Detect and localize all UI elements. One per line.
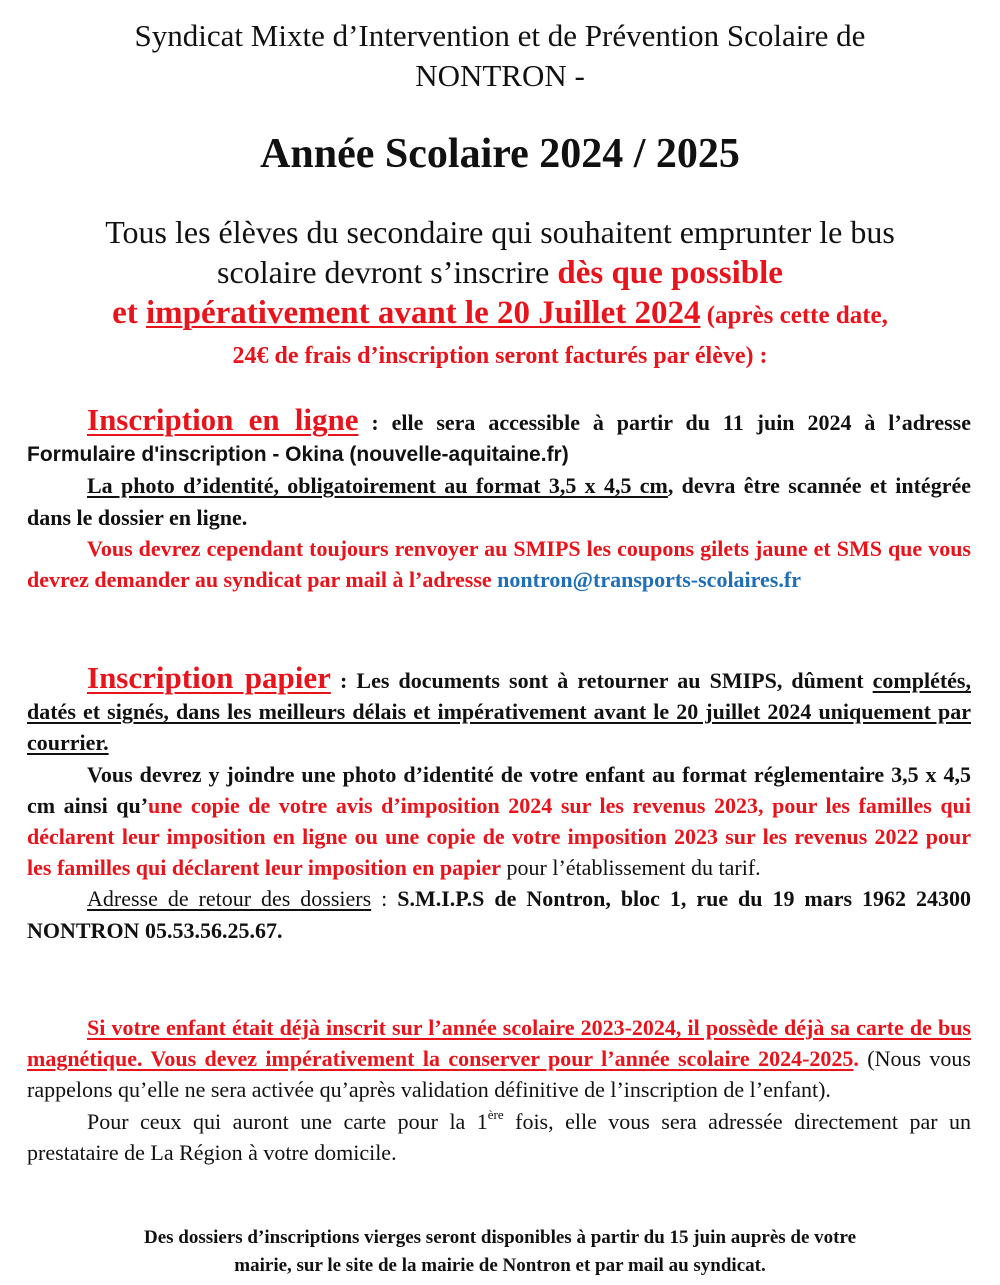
deadline-prefix: et <box>112 295 146 331</box>
photo-upload-text: , devra être scannée et intégrée dans le dossier en ligne. <box>27 473 971 530</box>
late-fee-note-start: (après cette date, <box>700 302 888 329</box>
photo-join-text: Vous devrez y joindre une photo d’identité de votre enfant au format réglementaire 3,5 x 4,5 cm ainsi qu’ <box>27 761 971 818</box>
paper-registration-heading: Inscription papier <box>87 660 331 695</box>
registration-form-link[interactable]: Formulaire d'inscription - Okina (nouvelle-aquitaine.fr) <box>27 443 569 467</box>
intro-line-2-text: scolaire devront s’inscrire <box>217 254 558 290</box>
tariff-text: pour l’établissement du tarif. <box>501 855 761 881</box>
documents-paragraph <box>27 759 971 884</box>
return-address-value: S.M.I.P.S de Nontron, bloc 1, rue du 19 mars 1962 24300 NONTRON 05.53.56.25.67. <box>27 886 971 943</box>
syndicate-email-link[interactable]: nontron@transports-scolaires.fr <box>497 567 801 593</box>
org-line-2: NONTRON - <box>415 58 585 93</box>
footer-line-1: Des dossiers d’inscriptions vierges seront disponibles à partir du 15 juin auprès de votre <box>143 1227 857 1248</box>
keep-card-notice-end: . <box>853 1046 859 1072</box>
keep-card-notice: Si votre enfant était déjà inscrit sur l’année scolaire 2023-2024, il possède déjà sa carte de bus magnétique. Vous devez impérativement la conserver pour l’année scolaire 2024-2025 <box>27 1015 971 1072</box>
school-year-title: Année Scolaire 2024 / 2025 <box>260 131 740 177</box>
paper-registration-section <box>27 662 971 946</box>
existing-card-paragraph <box>27 1012 971 1106</box>
deadline-highlight: impérativement avant le 20 Juillet 2024 <box>145 295 701 331</box>
late-fee-note: 24€ de frais d’inscription seront facturés par élève) : <box>232 343 768 369</box>
intro-line-1: Tous les élèves du secondaire qui souhaitent emprunter le bus <box>105 214 895 250</box>
online-availability-text: : elle sera accessible à partir du 11 juin 2024 à l’adresse <box>358 410 971 435</box>
intro-line-2 <box>20 252 980 293</box>
org-line-1: Syndicat Mixte d’Intervention et de Prévention Scolaire de <box>134 18 866 53</box>
paper-return-text: : Les documents sont à retourner au SMIPS, dûment <box>330 668 873 693</box>
intro-notice <box>20 212 980 373</box>
paper-intro-paragraph <box>27 662 971 759</box>
coupon-paragraph <box>27 533 971 595</box>
photo-requirement-paragraph <box>27 470 971 532</box>
new-card-paragraph <box>27 1106 971 1168</box>
return-address-label: Adresse de retour des dossiers <box>87 886 372 912</box>
footer-notice <box>40 1224 960 1280</box>
paper-deadline-text: complétés, datés et signés, dans les meilleurs délais et impérativement avant le 20 juillet 2024 uniquement par courrier. <box>27 668 971 756</box>
return-address-sep: : <box>371 886 398 912</box>
footer-line-2: mairie, sur le site de la mairie de Nontron et par mail au syndicat. <box>234 1255 766 1276</box>
return-address-paragraph <box>27 883 971 945</box>
photo-format-requirement: La photo d’identité, obligatoirement au format 3,5 x 4,5 cm <box>87 473 668 499</box>
new-card-text-start: Pour ceux qui auront une carte pour la 1 <box>87 1108 488 1134</box>
new-card-text-end: fois, elle vous sera adressée directement par un prestataire de La Région à votre domicile. <box>27 1108 971 1165</box>
asap-highlight: dès que possible <box>557 255 783 291</box>
bus-card-section <box>27 1012 971 1168</box>
online-intro-paragraph <box>27 404 971 470</box>
new-card-sup: ère <box>487 1106 504 1122</box>
tax-notice-requirement: une copie de votre avis d’imposition 2024 sur les revenus 2023, pour les familles qui déclarent leur imposition en ligne ou une copie de votre imposition 2023 sur les revenus 2022 pour les familles qui déclarent leur imposition en papier <box>27 792 971 881</box>
online-registration-heading: Inscription en ligne <box>87 402 359 437</box>
organization-name <box>40 16 960 96</box>
coupon-notice: Vous devrez cependant toujours renvoyer au SMIPS les coupons gilets jaune et SMS que vous devrez demander au syndicat par mail à l’adresse <box>27 535 971 593</box>
online-registration-section <box>27 404 971 595</box>
intro-line-3 <box>20 293 980 339</box>
activation-note: (Nous vous rappelons qu’elle ne sera activée qu’après validation définitive de l’inscription de l’enfant). <box>27 1046 971 1103</box>
